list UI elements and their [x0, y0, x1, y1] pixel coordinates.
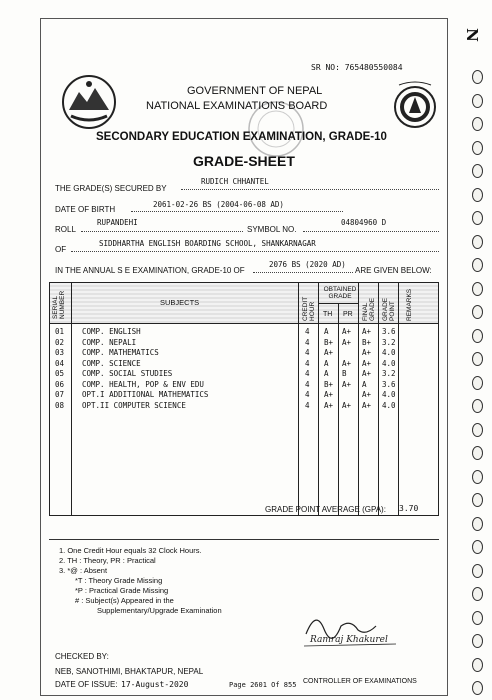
cell-sub: OPT.II COMPUTER SCIENCE	[82, 400, 186, 410]
exam-year: 2076 BS (2020 AD)	[269, 260, 346, 269]
table-row	[50, 380, 456, 390]
note-4: *T : Theory Grade Missing	[75, 576, 163, 585]
gov-title: GOVERNMENT OF NEPAL	[187, 85, 323, 97]
note-5: *P : Practical Grade Missing	[75, 586, 169, 595]
cell-th: A+	[324, 348, 334, 357]
cell-th: A	[324, 358, 329, 368]
gpa-label: GRADE POINT AVERAGE (GPA):	[265, 505, 386, 514]
punch-hole	[472, 164, 483, 178]
cell-th: B+	[324, 337, 334, 347]
cell-pr: A+	[342, 337, 352, 347]
table-row	[50, 327, 456, 337]
cell-sub: COMP. MATHEMATICS	[82, 348, 159, 357]
punch-hole	[472, 352, 483, 366]
dob-label: DATE OF BIRTH	[55, 205, 116, 214]
punch-hole	[472, 117, 483, 131]
cell-sn: 05	[55, 369, 65, 378]
controller-signature	[296, 604, 406, 654]
cell-fg: A+	[362, 390, 372, 399]
binder-holes	[466, 0, 492, 700]
cell-gp: 3.2	[382, 369, 396, 378]
annual-label: IN THE ANNUAL S E EXAMINATION, GRADE-10 OF	[55, 266, 245, 275]
cell-ch: 4	[305, 390, 310, 399]
cell-sub: COMP. SOCIAL STUDIES	[82, 369, 173, 378]
punch-hole	[472, 141, 483, 155]
checked-by: CHECKED BY:	[55, 652, 109, 661]
cell-th: A+	[324, 400, 334, 410]
cell-pr: A+	[342, 327, 352, 336]
note-7: Supplementary/Upgrade Examination	[97, 606, 222, 615]
punch-hole	[472, 470, 483, 484]
controller-title: CONTROLLER OF EXAMINATIONS	[303, 678, 417, 685]
cell-sn: 01	[55, 327, 65, 336]
th-header: TH	[323, 311, 333, 318]
cell-sub: COMP. HEALTH, POP & ENV EDU	[82, 379, 204, 389]
issue-date: 17-August-2020	[121, 680, 189, 689]
roll-value: RUPANDEHI	[97, 218, 138, 227]
credit-header: CREDIT HOUR	[302, 296, 316, 321]
cell-ch: 4	[305, 369, 310, 378]
of-label: OF	[55, 245, 67, 254]
dob-value: 2061-02-26 BS (2004-06-08 AD)	[153, 200, 284, 209]
punch-hole	[472, 634, 483, 648]
punch-hole	[472, 423, 483, 437]
cell-pr: A+	[342, 379, 352, 389]
cell-fg: A	[362, 379, 367, 389]
cell-gp: 3.6	[382, 327, 396, 336]
cell-sn: 03	[55, 348, 65, 357]
note-6: # : Subject(s) Appeared in the	[75, 596, 174, 605]
cell-sub: COMP. ENGLISH	[82, 327, 141, 336]
cell-sub: COMP. NEPALI	[82, 337, 137, 347]
cell-gp: 4.0	[382, 348, 396, 357]
cell-ch: 4	[305, 348, 310, 357]
punch-hole	[472, 564, 483, 578]
student-name: RUDICH CHHANTEL	[201, 177, 269, 186]
cell-th: A	[324, 369, 329, 378]
corner-mark: N	[462, 28, 481, 42]
point-header: GRADE POINT	[382, 297, 396, 321]
punch-hole	[472, 399, 483, 413]
cell-gp: 3.2	[382, 337, 396, 347]
cell-ch: 4	[305, 337, 310, 347]
cell-sn: 08	[55, 400, 65, 410]
cell-th: A+	[324, 390, 334, 399]
neb-logo-icon	[391, 79, 439, 135]
school-name: SIDDHARTHA ENGLISH BOARDING SCHOOL, SHANKARNAGAR	[99, 239, 316, 248]
punch-hole	[472, 70, 483, 84]
given-label: ARE GIVEN BELOW:	[355, 266, 432, 275]
grade-sheet	[40, 18, 448, 696]
table-header	[50, 283, 438, 324]
cell-th: A	[324, 327, 329, 336]
serial-header: SERIAL NUMBER	[52, 290, 66, 319]
cell-fg: A+	[362, 369, 372, 378]
cell-sn: 07	[55, 390, 65, 399]
pr-header: PR	[343, 311, 353, 318]
cell-gp: 3.6	[382, 379, 396, 389]
note-3: 3. *@ : Absent	[59, 566, 108, 575]
punch-hole	[472, 282, 483, 296]
punch-hole	[472, 493, 483, 507]
cell-ch: 4	[305, 327, 310, 336]
cell-pr: A+	[342, 400, 352, 410]
punch-hole	[472, 329, 483, 343]
punch-hole	[472, 611, 483, 625]
cell-ch: 4	[305, 400, 310, 410]
table-row	[50, 369, 456, 379]
cell-pr: B	[342, 369, 347, 378]
cell-fg: A+	[362, 327, 372, 336]
cell-sn: 06	[55, 379, 65, 389]
secured-label: THE GRADE(S) SECURED BY	[55, 184, 167, 193]
punch-hole	[472, 305, 483, 319]
issue-place: NEB, SANOTHIMI, BHAKTAPUR, NEPAL	[55, 667, 204, 676]
punch-hole	[472, 587, 483, 601]
page-title: GRADE-SHEET	[193, 153, 295, 169]
cell-pr: A+	[342, 358, 352, 368]
note-1: 1. One Credit Hour equals 32 Clock Hours.	[59, 546, 202, 555]
punch-hole	[472, 681, 483, 695]
notes	[59, 546, 222, 616]
final-header: FINAL GRADE	[362, 297, 376, 321]
punch-hole	[472, 94, 483, 108]
gpa-value: 3.70	[399, 504, 419, 513]
grade-table	[49, 282, 439, 516]
subjects-header: SUBJECTS	[160, 298, 200, 307]
symbol-value: 04804960 D	[341, 218, 387, 227]
table-row	[50, 401, 456, 411]
table-row	[50, 338, 456, 348]
obtained-header: OBTAINED GRADE	[323, 286, 357, 300]
punch-hole	[472, 235, 483, 249]
punch-hole	[472, 211, 483, 225]
punch-hole	[472, 258, 483, 272]
board-title: NATIONAL EXAMINATIONS BOARD	[146, 100, 328, 112]
nepal-emblem-icon	[61, 74, 117, 130]
cell-ch: 4	[305, 379, 310, 389]
punch-hole	[472, 658, 483, 672]
cell-sub: OPT.I ADDITIONAL MATHEMATICS	[82, 390, 209, 399]
remarks-header: REMARKS	[406, 288, 413, 321]
serial-number: SR NO: 765480550084	[311, 63, 403, 72]
page-info: Page 2601 Of 855	[229, 681, 297, 689]
issue-label: DATE OF ISSUE:	[55, 680, 118, 689]
note-2: 2. TH : Theory, PR : Practical	[59, 556, 156, 565]
cell-gp: 4.0	[382, 400, 396, 410]
cell-fg: B+	[362, 337, 372, 347]
cell-gp: 4.0	[382, 358, 396, 368]
roll-label: ROLL	[55, 225, 76, 234]
table-row	[50, 348, 456, 358]
cell-fg: A+	[362, 400, 372, 410]
table-row	[50, 390, 456, 400]
cell-sn: 04	[55, 358, 65, 368]
cell-fg: A+	[362, 358, 372, 368]
punch-hole	[472, 188, 483, 202]
cell-sn: 02	[55, 337, 65, 347]
symbol-label: SYMBOL NO.	[247, 225, 297, 234]
cell-th: B+	[324, 379, 334, 389]
cell-fg: A+	[362, 348, 372, 357]
punch-hole	[472, 376, 483, 390]
signature-text: Ramraj Khakurel	[310, 635, 388, 645]
table-row	[50, 359, 456, 369]
cell-gp: 4.0	[382, 390, 396, 399]
punch-hole	[472, 446, 483, 460]
exam-title: SECONDARY EDUCATION EXAMINATION, GRADE-10	[96, 131, 387, 143]
punch-hole	[472, 540, 483, 554]
cell-sub: COMP. SCIENCE	[82, 358, 141, 368]
punch-hole	[472, 517, 483, 531]
cell-ch: 4	[305, 358, 310, 368]
